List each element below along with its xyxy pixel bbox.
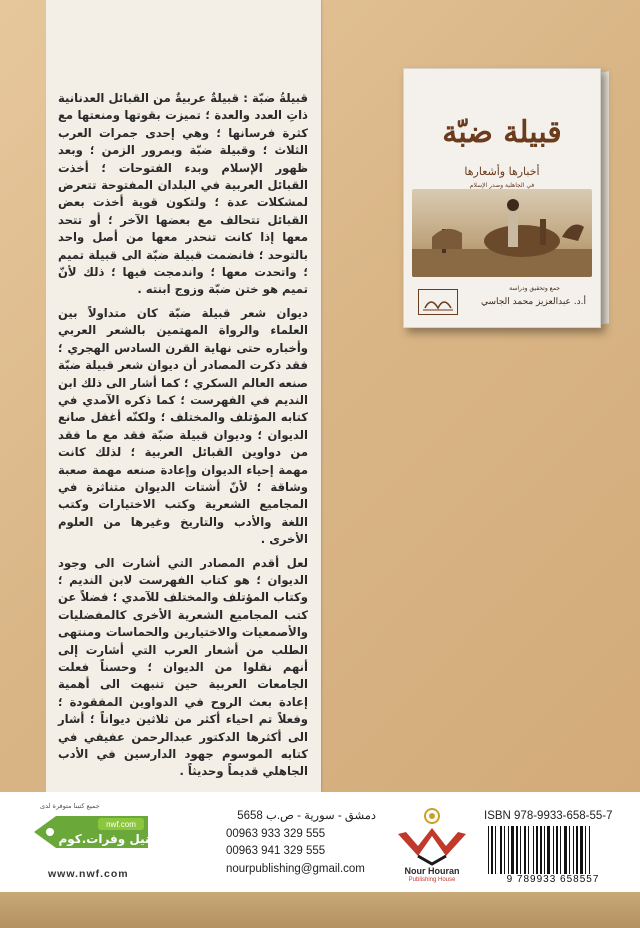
- barcode-bar: [495, 826, 496, 874]
- nwf-tag-url: nwf.com: [106, 820, 136, 829]
- nwf-tag-icon: [28, 808, 154, 856]
- barcode-bar: [524, 826, 526, 874]
- barcode-bar: [536, 826, 538, 874]
- barcode-bar: [511, 826, 514, 874]
- barcode-bar: [556, 826, 558, 874]
- contact-address: دمشق - سورية - ص.ب 5658: [237, 810, 376, 822]
- barcode-digits: 9 789933 658557: [506, 874, 600, 885]
- book-subtitle: أخبارها وأشعارها: [464, 165, 540, 178]
- barcode-bar: [488, 826, 489, 874]
- barcode-bar: [589, 826, 590, 874]
- bottom-edge: [0, 892, 640, 928]
- barcode-bar: [585, 826, 586, 874]
- barcode-bar: [491, 826, 493, 874]
- barcode-bar: [504, 826, 505, 874]
- barcode-bar: [516, 826, 518, 874]
- contact-email: nourpublishing@gmail.com: [226, 862, 365, 875]
- paragraph-1: قبيلةُ ضبّة : قبيلةٌ عربيةٌ من القبائل العدنانية ذاتِ العدد والعدة ؛ تميزت بقوتها ومنعتها مع كثرة فرسانها ؛ وهي إحدى جمرات العرب الثلاث ؛ وقبيلة ضبّة وبمرور الزمن ؛ وبعد ظهور الإسلام وبدء الفتوحات ؛ أخذت القبائل العربية في البلدان المفتوحة تتعرض لمشكلات عدة ؛ ولتكون قوية أخذت بعض القبائل تتحالف مع بعضها الآخر ؛ أو تتحد معها إذا كانت تنحدر معها من أصل واحد بالتوحد ؛ فانضمت قبيلة ضبّة الى قبيلة تميم ؛ واتحدت معها ؛ واندمجت فيها ؛ ذلك لأنّ تميم هو ختن ضبّة وزوج ابنته .: [58, 91, 308, 297]
- book-cover-thumbnail: [403, 68, 601, 328]
- publisher-seal-icon: [418, 289, 458, 315]
- book-title: قبيلة ضبّة: [442, 115, 562, 150]
- barcode-bar: [573, 826, 574, 874]
- barcode-bar: [547, 826, 550, 874]
- book-author: أ.د. عبدالعزيز محمد الجاسي: [480, 297, 586, 307]
- paragraph-3: لعل أقدم المصادر التي أشارت الى وجود الديوان ؛ هو كتاب الفهرست لابن النديم ؛ وكتاب المؤتلف والمختلف للآمدي ؛ فضلاً عن كتب المجاميع الشعرية الأخرى كالمفضليات والأصمعيات والاختيارين والحماسات ومنتهى الطلب من أشعار العرب التي أشارت إلى أنهم نقلوا من الديوان ؛ وحسناً فعلت الجامعات العربية حين تنبهت الى أهمية إعادة بعث الروح في الدواوين المفقودة ؛ وفعلاً تم احياء أكثر من ثلاثين ديواناً ؛ أشار الى أكثرها الدكتور عبدالرحمن عفيفي في كتابه الموسوم جهود الدارسين في الأدب الجاهلي قديماً وحديثاً .: [58, 555, 308, 779]
- caravan-icon: [412, 189, 592, 277]
- barcode-icon: [484, 826, 622, 874]
- isbn-label: ISBN 978-9933-658-55-7: [484, 810, 613, 822]
- back-cover-text: [58, 90, 308, 787]
- barcode-bar: [528, 826, 529, 874]
- contact-phone-1: 00963 933 329 555: [226, 827, 326, 840]
- nour-houran-logo-icon: [388, 806, 476, 872]
- publisher-name: Nour Houran: [404, 866, 460, 876]
- barcode-bar: [533, 826, 534, 874]
- author-label: جمع وتحقيق ودراسة: [509, 285, 560, 292]
- barcode-bar: [564, 826, 567, 874]
- barcode-bar: [520, 826, 521, 874]
- barcode-bar: [569, 826, 570, 874]
- nwf-caption: جميع كتبنا متوفرة لدى: [40, 802, 100, 810]
- paragraph-2: ديوان شعر قبيلة ضبّة كان متداولاً بين العلماء والرواة المهتمين بالشعر العربي وأخباره حتى نهاية القرن السادس الهجري ؛ فقد ذكرت المصادر أن ديوان شعر قبيلة ضبّة صنعه العالم السكري ؛ كما أشار الى ذلك ابن النديم في الفهرست ؛ كما ذكره الآمدي في كتابه المؤتلف والمختلف ؛ ولكنّه أغفل صانع الديوان ؛ وديوان قبيلة ضبّة فقد مع ما فقد من دواوين القبائل العربية ؛ لذلك كانت مهمة إحياء الديوان وإعادة صنعه مهمة صعبة وشاقة ؛ لأنّ أشتات الديوان متناثرة في المجاميع الشعرية وكتب الاختيارات وكتب اللغة والأدب والتاريخ وغيرها من العلوم الأخرى .: [58, 305, 308, 547]
- barcode-bar: [544, 826, 545, 874]
- nwf-tag-name: نيل وفرات.كوم: [58, 832, 150, 846]
- contact-info: [226, 808, 376, 878]
- barcode-bar: [540, 826, 542, 874]
- barcode-bar: [500, 826, 502, 874]
- barcode-bar: [560, 826, 561, 874]
- barcode-bar: [576, 826, 578, 874]
- barcode-bar: [580, 826, 583, 874]
- nwf-website: www.nwf.com: [48, 868, 129, 880]
- contact-phone-2: 00963 941 329 555: [226, 845, 326, 857]
- book-note: في الجاهلية وصدر الإسلام: [469, 182, 535, 189]
- barcode-bar: [553, 826, 554, 874]
- barcode-bar: [508, 826, 509, 874]
- camel-caravan-illustration: [412, 189, 592, 277]
- publisher-sub: Publishing House: [408, 877, 456, 883]
